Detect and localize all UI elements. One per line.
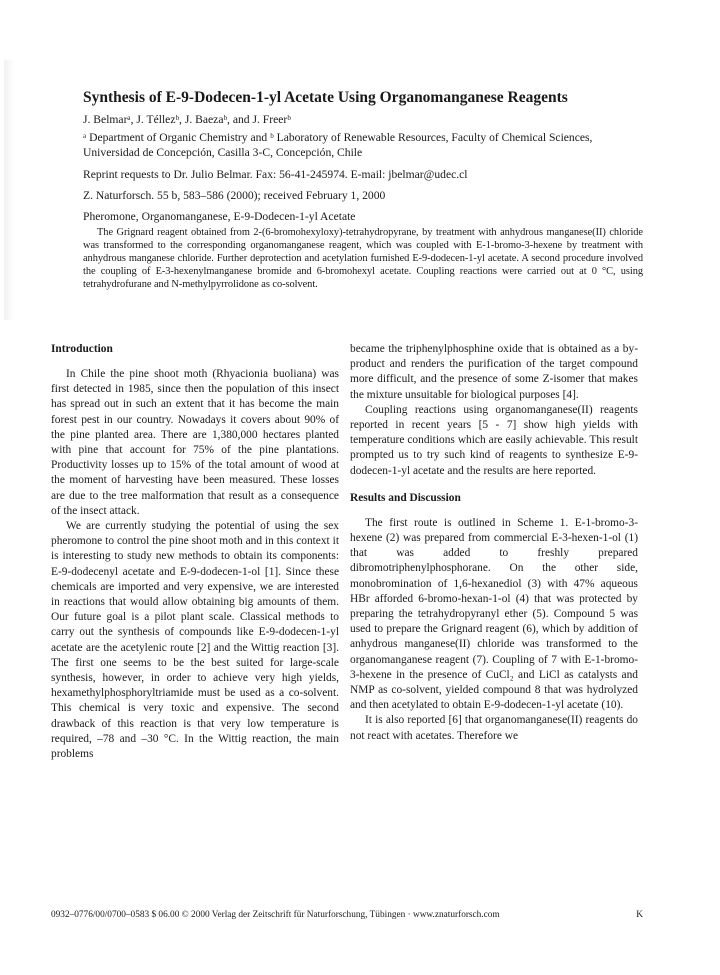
abstract: The Grignard reagent obtained from 2-(6-bromohexyloxy)-tetrahydropyrane, by treatment with anhydrous manganese(II) chloride was transformed to the corresponding organomanganese reagent, which was coupled with E-1-bromo-3-hexene by treatment with anhydrous manganese chloride. Further deprotection and acetylation furnished E-9-dodecen-1-yl acetate. A second procedure involved the coupling of E-3-hexenylmanganese bromide and 6-bromohexyl acetate. Coupling reactions were carried out at 0 °C, using tetrahydrofurane and N-methylpyrrolidone as co-solvent.	[83, 227, 643, 290]
citation: Z. Naturforsch. 55 b, 583–586 (2000); received February 1, 2000	[83, 189, 386, 202]
section-heading-results: Results and Discussion	[350, 491, 461, 504]
body-paragraph: The first route is outlined in Scheme 1. E-1-bromo-3-hexene (2) was prepared from commercial E-3-hexen-1-ol (1) that was added to freshly prepared dibromotriphenylphosphorane. On the other side, monobromination of 1,6-hexanediol (3) with 47% aqueous HBr afforded 6-bromo-hexan-1-ol (4) that was protected by preparing the tetrahydropyranyl ether (5). Compound 5 was used to prepare the Grignard reagent (6), which by addition of anhydrous manganese(II) chloride was transformed to the organomanganese reagent (7). Coupling of 7 with E-1-bromo-3-hexene in the presence of CuCl₂ and LiCl as catalysts and NMP as co-solvent, yielded compound 8 that was hydrolyzed and then acetylated to obtain E-9-dodecen-1-yl acetate (10).	[350, 516, 638, 712]
scan-edge-shadow	[4, 60, 14, 320]
page-footer	[51, 909, 643, 921]
article-title: Synthesis of E-9-Dodecen-1-yl Acetate Using Organomanganese Reagents	[83, 89, 568, 106]
footer-letter: K	[636, 910, 643, 920]
keywords: Pheromone, Organomanganese, E-9-Dodecen-1-yl Acetate	[83, 210, 356, 223]
footer-copyright: 0932–0776/00/0700–0583 $ 06.00 © 2000 Verlag der Zeitschrift für Naturforschung, Tübingen · www.znaturforsch.com	[51, 910, 500, 920]
body-paragraph: It is also reported [6] that organomanganese(II) reagents do not react with acetates. Therefore we	[350, 714, 638, 742]
body-paragraph: In Chile the pine shoot moth (Rhyacionia buoliana) was first detected in 1985, since then the population of this insect has spread out in such an extent that it has become the main forest pest in our country. Nowadays it covers about 90% of the pine planted area. There are 1,380,000 hectares planted with pine that account for 75% of the pine plantations. Productivity losses up to 15% of the total amount of wood at the moment of harvesting have been measured. These losses are due to the tree malformation that result as a consequence of the insect attack.	[51, 368, 339, 517]
body-paragraph: We are currently studying the potential of using the sex pheromone to control the pine shoot moth and in this context it is interesting to study new methods to obtain its components: E-9-dodecenyl acetate and E-9-dodecen-1-ol [1]. Since these chemicals are imported and very expensive, we are interested in reactions that would allow obtaining big amounts of them. Our future goal is a pilot plant scale. Classical methods to carry out the synthesis of compounds like E-9-dodecen-1-yl acetate are the acetylenic route [2] and the Wittig reaction [3]. The first one seems to be the best suited for large-scale synthesis, however, in order to achieve very high yields, hexamethylphosphoryltriamide must be used as a co-solvent. This chemical is very toxic and expensive. The second drawback of this reaction is that very low temperature is required, –78 and –30 °C. In the Wittig reaction, the main problems	[51, 520, 339, 761]
body-paragraph: became the triphenylphosphine oxide that is obtained as a by-product and renders the purification of the target compound more difficult, and the presence of some Z-isomer that makes the mixture unsuitable for biological purposes [4].	[350, 343, 638, 401]
affiliation: ᵃ Department of Organic Chemistry and ᵇ Laboratory of Renewable Resources, Faculty of Chemical Sciences, Universidad de Concepción, Casilla 3-C, Concepción, Chile	[83, 131, 593, 159]
left-column	[51, 342, 339, 762]
article-header	[83, 88, 643, 292]
section-heading-introduction: Introduction	[51, 343, 113, 355]
right-column	[350, 342, 638, 744]
reprint-request: Reprint requests to Dr. Julio Belmar. Fax: 56-41-245974. E-mail: jbelmar@udec.cl	[83, 168, 468, 181]
author-list: J. Belmarᵃ, J. Téllezᵇ, J. Baezaᵇ, and J. Freerᵇ	[83, 113, 291, 126]
body-paragraph: Coupling reactions using organomanganese(II) reagents reported in recent years [5 - 7] show high yields with temperature conditions which are easily achievable. This result prompted us to try such kind of reagents to synthesize E-9-dodecen-1-yl acetate and the results are here reported.	[350, 403, 638, 477]
